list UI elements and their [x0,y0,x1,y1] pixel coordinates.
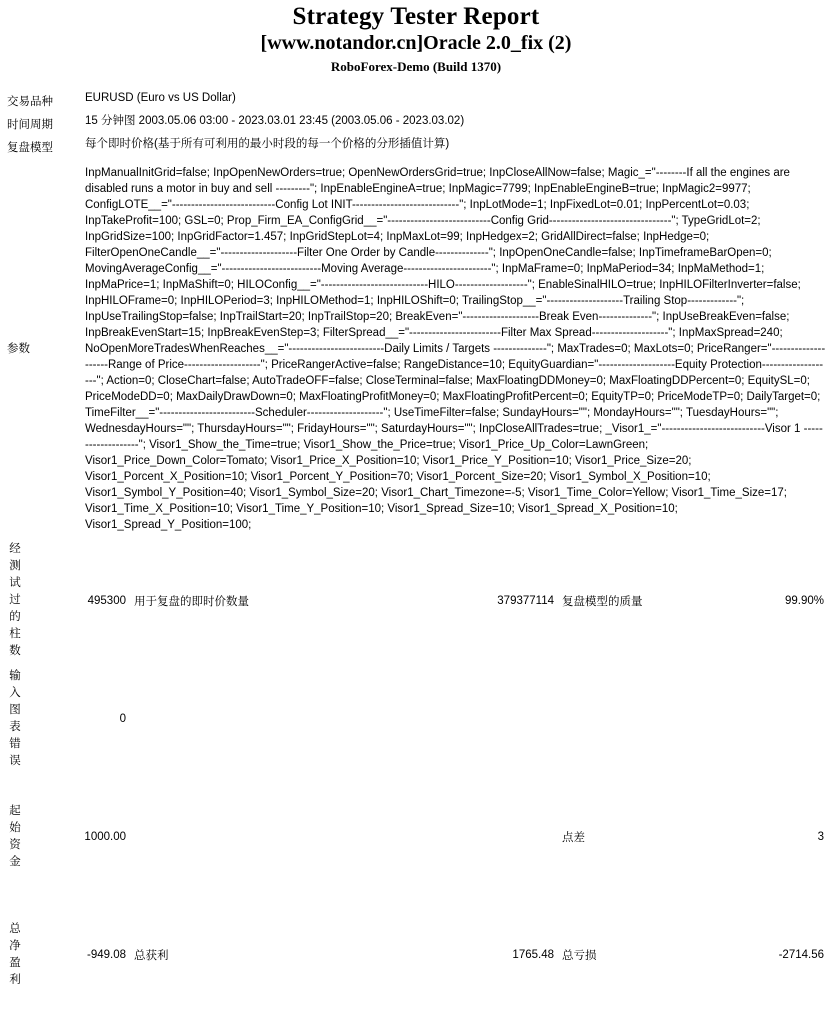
period-label: 时间周期 [7,118,53,131]
stat-label-secondary: 总获利 [134,950,169,962]
stat-label-tertiary: 复盘模型的质量 [562,595,643,608]
report-statistics-table [0,541,832,1014]
period-value: 15 分钟图 2003.05.06 03:00 - 2023.03.01 23:45 (2003.05.06 - 2023.03.02) [85,115,465,127]
stat-value-tertiary: 3 [817,831,824,843]
model-label: 复盘模型 [7,141,53,154]
stat-label-tertiary: 点差 [562,832,585,844]
parameters-value: InpManualInitGrid=false; InpOpenNewOrders=true; OpenNewOrdersGrid=true; InpCloseAllNow=false; Magic_="--------If all the engines are disabled runs a motor in buy and sell ---------"; InpEnableEngineA=true; InpMagic=7799; InpEnableEngineB=true; InpMagic2=9977; ConfigLOTE__="---------------------------Config Lot INIT----------------------------"; InpLotMode=1; InpFixedLot=0.01; InpPercentLot=0.03; InpTakeProfit=100; GSL=0; Prop_Firm_EA_ConfigGrid__="---------------------------Config Grid--------------------------------"; TypeGridLot=2; InpGridSize=100; InpGridFactor=1.457; InpGridStepLot=4; InpMaxLot=99; InpHedgex=2; GridAllDirect=false; InpHedge=0; FilterOpenOneCandle__="--------------------Filter One Order by Candle--------------"; InpOpenOneCandle=false; InpTimeframeBarOpen=0; MovingAverageConfig__="--------------------------Moving Average-----------------------"; InpMaFrame=0; InpMaPeriod=34; InpMaMethod=1; InpMaPrice=1; InpMaShift=0; HILOConfig__="----------------------------HILO-------------------"; EnableSinalHILO=true; InpHILOFilterInverter=false; InpHILOFrame=0; InpHILOPeriod=3; InpHILOMethod=1; InpHILOShift=0; TrailingStop__="--------------------Trailing Stop-------------"; InpUseTrailingStop=false; InpTrailStart=20; InpTrailStop=20; BreakEven="--------------------Break Even--------------"; InpUseBreakEven=false; InpBreakEvenStart=15; InpBreakEvenStep=3; FilterSpread__="------------------------Filter Max Spread--------------------"; InpMaxSpread=240; NoOpenMoreTradesWhenReaches__="-------------------------Daily Limits / Targets --------------"; MaxTrades=0; MaxLots=0; PriceRanger="--------------------Range of Price--------------------"; PriceRangerActive=false; RangeDistance=10; EquityGuardian="--------------------Equity Protection-------------------"; Action=0; CloseChart=false; AutoTradeOFF=false; CloseTerminal=false; MaxFloatingDDMoney=0; MaxFloatingDDPercent=0; EquitySL=0; PriceModeDD=0; MaxDailyDrawDown=0; MaxFloatingProfitMoney=0; MaxFloatingProfitPercent=0; EquityTP=0; PriceModeTP=0; DailyTarget=0; TimeFilter__="-------------------------Scheduler--------------------"; UseTimeFilter=false; SundayHours=""; MondayHours=""; TuesdayHours=""; WednesdayHours=""; ThursdayHours=""; FridayHours=""; SaturdayHours=""; InpCloseAllTrades=true; _Visor1_="---------------------------Visor 1 -------------------"; Visor1_Show_the_Time=true; Visor1_Show_the_Price=true; Visor1_Price_Up_Color=LawnGreen; Visor1_Price_Down_Color=Tomato; Visor1_Price_X_Position=10; Visor1_Price_Y_Position=10; Visor1_Price_Size=20; Visor1_Porcent_X_Position=10; Visor1_Porcent_Y_Position=70; Visor1_Porcent_Size=20; Visor1_Symbol_X_Position=10; Visor1_Symbol_Y_Position=40; Visor1_Symbol_Size=20; Visor1_Chart_Timezone=-5; Visor1_Time_Color=Yellow; Visor1_Time_Size=17; Visor1_Time_X_Position=10; Visor1_Time_Y_Position=10; Visor1_Spread_Size=10; Visor1_Spread_X_Position=10; Visor1_Spread_Y_Position=100; [85,167,826,531]
stat-label-secondary: 用于复盘的即时价数量 [134,595,249,608]
stat-value-primary: 1000.00 [84,831,126,843]
stat-label-tertiary [558,660,762,778]
stat-value-primary: 495300 [87,594,126,607]
report-parameters-table [0,165,832,533]
stat-value-tertiary: -2714.56 [778,949,824,961]
report-broker-build: RoboForex-Demo (Build 1370) [330,59,502,74]
stat-value-primary: 0 [119,713,126,725]
table-row [0,660,832,778]
stat-value-secondary [434,660,558,778]
page-title: Strategy Tester Report [292,3,540,30]
stat-value-tertiary [762,660,832,778]
report-subtitle: [www.notandor.cn]Oracle 2.0_fix (2) [260,32,572,54]
table-row [0,896,832,1014]
model-value: 每个即时价格(基于所有可利用的最小时段的每一个价格的分形插值计算) [85,138,450,150]
info-row-parameters [0,165,832,533]
report-info-table [0,90,832,159]
stat-value-secondary: 1765.48 [512,949,554,961]
stat-row-label: 起始资金 [9,805,21,868]
table-row [0,541,832,660]
stat-row-label: 输入图表错误 [9,670,21,767]
symbol-value: EURUSD (Euro vs US Dollar) [85,92,236,104]
symbol-label: 交易品种 [7,95,53,108]
stat-value-tertiary: 99.90% [784,594,824,607]
stat-value-secondary: 379377114 [497,594,554,607]
info-row-model [0,136,832,159]
parameters-label: 参数 [7,343,30,355]
stat-row-label: 经测试过的柱数 [9,543,21,657]
stat-value-secondary [434,778,558,896]
stat-row-label: 总净盈利 [9,923,21,986]
table-row [0,778,832,896]
stat-label-secondary [130,660,434,778]
report-header [0,0,832,76]
stat-label-secondary [130,778,434,896]
stat-value-primary: -949.08 [86,949,126,961]
stat-label-tertiary: 总亏损 [562,950,597,962]
info-row-symbol [0,90,832,113]
info-row-period [0,113,832,136]
